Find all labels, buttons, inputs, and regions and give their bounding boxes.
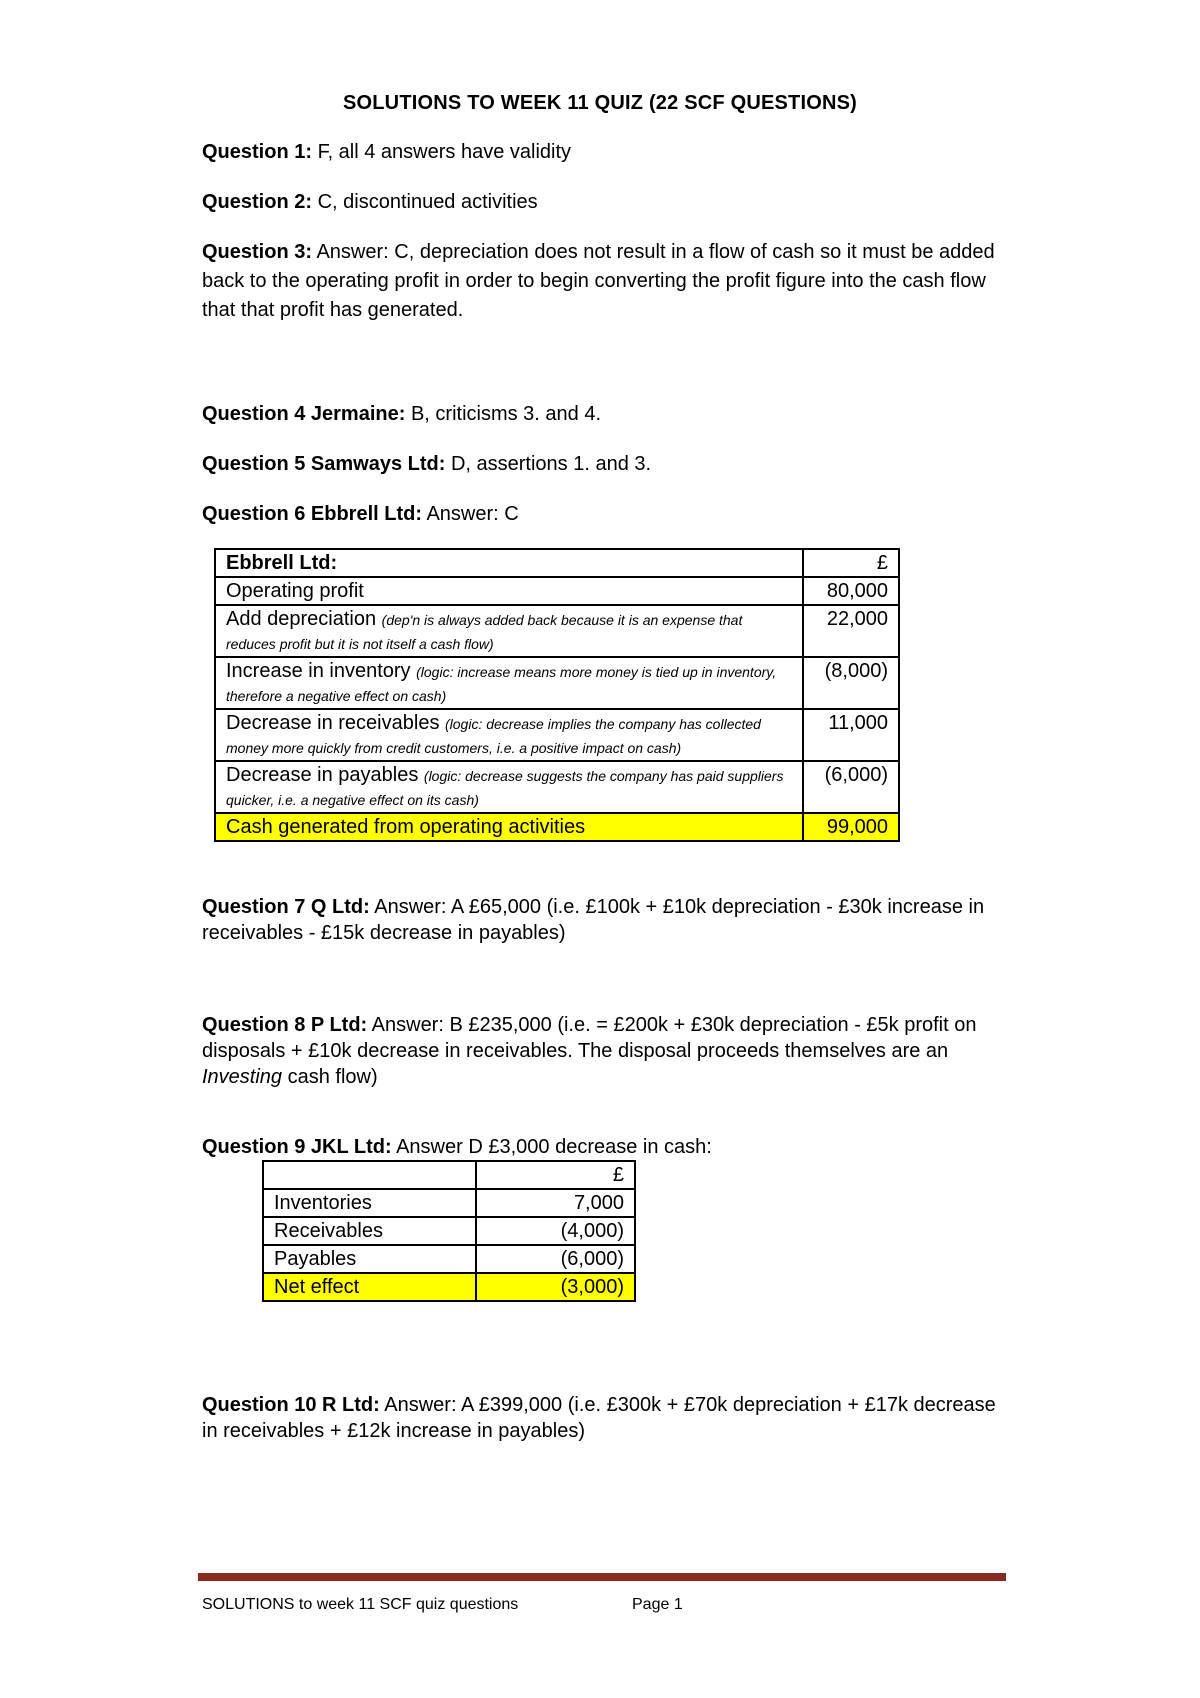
row-label: Add depreciation xyxy=(226,608,377,630)
footer-divider xyxy=(198,1573,1006,1581)
table-row xyxy=(215,577,899,605)
table-row xyxy=(215,761,899,813)
table-header-row xyxy=(263,1161,635,1189)
question-2-answer: C, discontinued activities xyxy=(312,191,538,213)
question-2 xyxy=(202,188,1002,217)
question-5 xyxy=(202,450,1002,479)
row-label: Decrease in payables xyxy=(226,764,419,786)
question-1-label: Question 1: xyxy=(202,141,313,163)
row-value: 22,000 xyxy=(803,605,899,657)
row-value: 80,000 xyxy=(803,577,899,605)
total-value: 99,000 xyxy=(803,813,899,841)
question-4-label: Question 4 Jermaine: xyxy=(202,403,406,425)
table-row xyxy=(215,605,899,657)
question-6-answer: Answer: C xyxy=(422,503,519,525)
question-5-label: Question 5 Samways Ltd: xyxy=(202,453,446,475)
row-label: Inventories xyxy=(263,1189,476,1217)
row-label: Operating profit xyxy=(215,577,803,605)
question-8-label: Question 8 P Ltd: xyxy=(202,1014,368,1036)
table-header-label: Ebbrell Ltd: xyxy=(215,549,803,577)
question-3 xyxy=(202,238,1002,325)
question-7 xyxy=(202,894,1002,946)
table-row xyxy=(215,709,899,761)
question-6-label: Question 6 Ebbrell Ltd: xyxy=(202,503,423,525)
question-8 xyxy=(202,1012,1002,1090)
table-row xyxy=(263,1245,635,1273)
question-1 xyxy=(202,138,1002,167)
question-5-answer: D, assertions 1. and 3. xyxy=(445,453,652,475)
total-label: Net effect xyxy=(263,1273,476,1301)
page-title: SOLUTIONS TO WEEK 11 QUIZ (22 SCF QUESTIONS) xyxy=(342,92,858,114)
question-10-answer: Answer: A £399,000 (i.e. £300k + £70k depreciation + £17k decrease in receivables + £12k increase in payables) xyxy=(202,1394,996,1442)
row-label: Decrease in receivables xyxy=(226,712,440,734)
question-1-answer: F, all 4 answers have validity xyxy=(312,141,572,163)
row-label: Receivables xyxy=(263,1217,476,1245)
row-value: 11,000 xyxy=(803,709,899,761)
row-note: (dep'n is always added back because it is an expense that reduces profit but it is not itself a cash flow) xyxy=(226,612,743,652)
row-note: (logic: increase means more money is tied up in inventory, therefore a negative effect on cash) xyxy=(226,664,777,704)
row-value: (4,000) xyxy=(476,1217,635,1245)
row-label: Increase in inventory xyxy=(226,660,411,682)
row-note: (logic: decrease implies the company has collected money more quickly from credit customers, i.e. a positive impact on cash) xyxy=(226,716,761,756)
row-value: (6,000) xyxy=(476,1245,635,1273)
question-9 xyxy=(202,1134,1002,1160)
row-note: (logic: decrease suggests the company has paid suppliers quicker, i.e. a negative effect on its cash) xyxy=(226,768,784,808)
question-10-label: Question 10 R Ltd: xyxy=(202,1394,380,1416)
question-4-answer: B, criticisms 3. and 4. xyxy=(405,403,602,425)
question-7-answer: Answer: A £65,000 (i.e. £100k + £10k depreciation - £30k increase in receivables - £15k decrease in payables) xyxy=(202,896,985,944)
question-7-label: Question 7 Q Ltd: xyxy=(202,896,370,918)
question-3-label: Question 3: xyxy=(202,241,313,263)
row-label: Payables xyxy=(263,1245,476,1273)
row-value: 7,000 xyxy=(476,1189,635,1217)
table-row xyxy=(215,657,899,709)
question-4 xyxy=(202,400,1002,429)
question-2-label: Question 2: xyxy=(202,191,313,213)
ebbrell-cashflow-table xyxy=(214,548,900,842)
jkl-net-effect-table xyxy=(262,1160,636,1302)
table-total-row xyxy=(215,813,899,841)
question-8-italic: Investing xyxy=(202,1066,283,1088)
total-label: Cash generated from operating activities xyxy=(215,813,803,841)
question-8-answer-end: cash flow) xyxy=(282,1066,378,1088)
table-row xyxy=(263,1217,635,1245)
question-8-answer: Answer: B £235,000 (i.e. = £200k + £30k depreciation - £5k profit on disposals + £10k decrease in receivables. The disposal proceeds themselves are an xyxy=(202,1014,977,1062)
table-total-row xyxy=(263,1273,635,1301)
question-9-label: Question 9 JKL Ltd: xyxy=(202,1136,392,1158)
question-10 xyxy=(202,1392,1002,1444)
table-row xyxy=(263,1189,635,1217)
row-value: (6,000) xyxy=(803,761,899,813)
question-6 xyxy=(202,500,1002,529)
footer-title: SOLUTIONS to week 11 SCF quiz questions xyxy=(202,1596,519,1613)
question-9-answer: Answer D £3,000 decrease in cash: xyxy=(391,1136,712,1158)
currency-header: £ xyxy=(476,1161,635,1189)
currency-header: £ xyxy=(803,549,899,577)
question-3-answer: Answer: C, depreciation does not result in a flow of cash so it must be added back to the operating profit in order to begin converting the profit figure into the cash flow that that profit has generated. xyxy=(202,241,995,321)
row-value: (8,000) xyxy=(803,657,899,709)
total-value: (3,000) xyxy=(476,1273,635,1301)
table-header-row xyxy=(215,549,899,577)
page-number: Page 1 xyxy=(632,1596,683,1613)
